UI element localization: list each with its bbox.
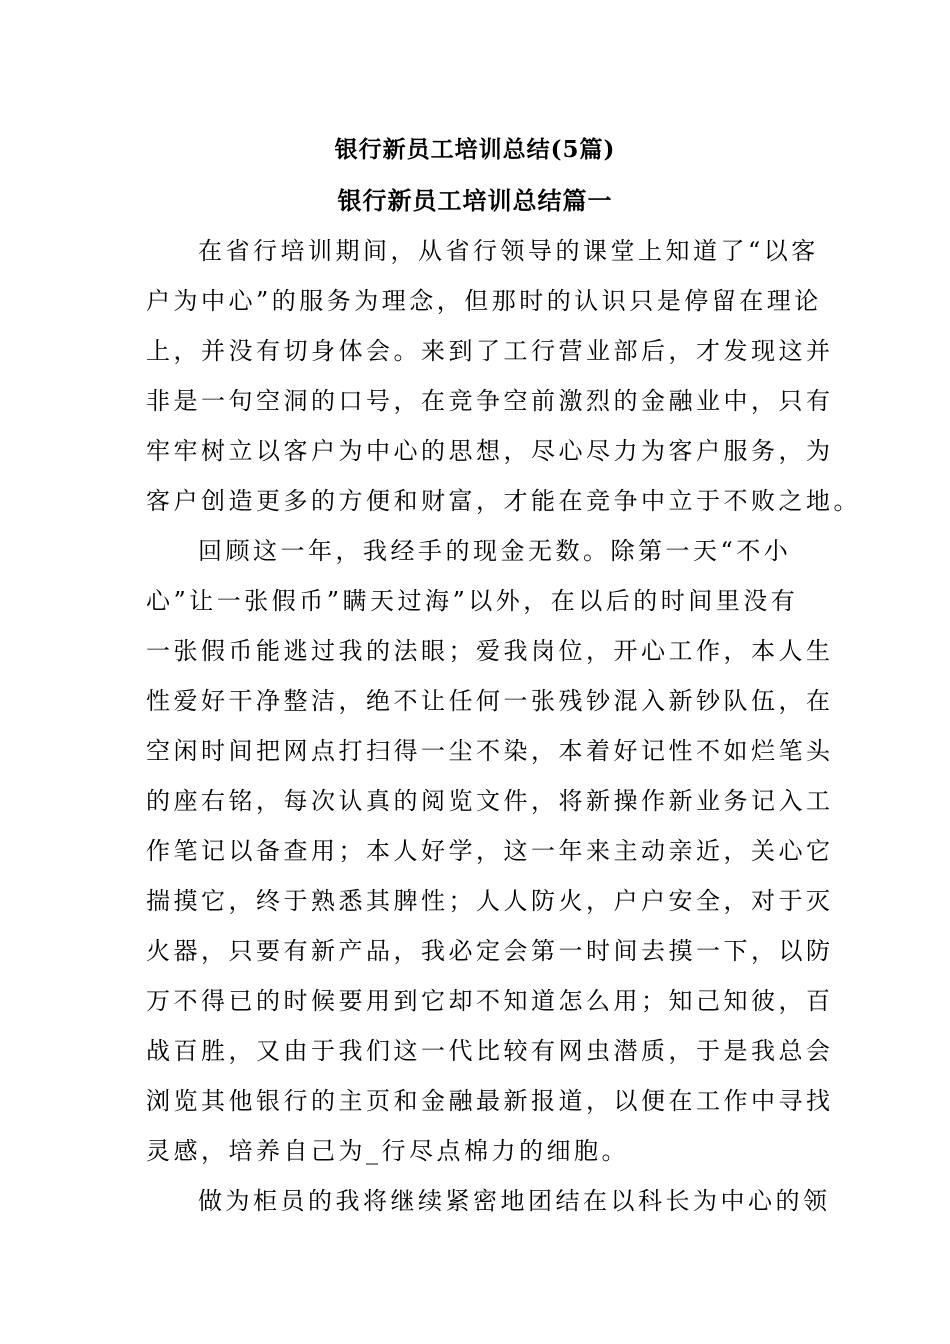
paragraph-line: 浏览其他银行的主页和金融最新报道，以便在工作中寻找 — [146, 1087, 834, 1115]
paragraph-line: 作笔记以备查用；本人好学，这一年来主动亲近，关心它 — [146, 837, 834, 865]
paragraph-2 — [146, 526, 834, 1176]
paragraph-line: 万不得已的时候要用到它却不知道怎么用；知己知彼，百 — [146, 987, 834, 1015]
paragraph-line: 战百胜，又由于我们这一代比较有网虫潜质，于是我总会 — [146, 1037, 834, 1065]
paragraph-line: 回顾这一年，我经手的现金无数。除第一天“不小 — [198, 537, 792, 565]
paragraph-line: 做为柜员的我将继续紧密地团结在以科长为中心的领 — [198, 1187, 831, 1215]
document-title: 银行新员工培训总结(5篇) — [334, 136, 616, 163]
paragraph-line: 心”让一张假币”瞒天过海”以外，在以后的时间里没有 — [146, 587, 799, 615]
paragraph-line: 火器，只要有新产品，我必定会第一时间去摸一下，以防 — [146, 937, 834, 965]
paragraph-line: 非是一句空洞的口号，在竞争空前激烈的金融业中，只有 — [146, 387, 834, 415]
paragraph-line: 客户创造更多的方便和财富，才能在竞争中立于不败之地。 — [146, 487, 861, 515]
paragraph-line: 一张假币能逃过我的法眼；爱我岗位，开心工作，本人生 — [146, 637, 834, 665]
paragraph-line: 空闲时间把网点打扫得一尘不染，本着好记性不如烂笔头 — [146, 737, 834, 765]
paragraph-line: 性爱好干净整洁，绝不让任何一张残钞混入新钞队伍，在 — [146, 687, 834, 715]
paragraph-3 — [146, 1176, 831, 1226]
section-title: 银行新员工培训总结篇一 — [337, 186, 613, 215]
paragraph-line: 上，并没有切身体会。来到了工行营业部后，才发现这并 — [146, 337, 834, 365]
paragraph-line: 的座右铭，每次认真的阅览文件，将新操作新业务记入工 — [146, 787, 834, 815]
paragraph-line: 在省行培训期间，从省行领导的课堂上知道了“以客 — [198, 237, 819, 265]
paragraph-line: 牢牢树立以客户为中心的思想，尽心尽力为客户服务，为 — [146, 437, 834, 465]
paragraph-line: 户为中心”的服务为理念，但那时的认识只是停留在理论 — [146, 287, 822, 315]
paragraph-line: 灵感，培养自己为_行尽点棉力的细胞。 — [146, 1137, 629, 1165]
paragraph-1 — [146, 226, 861, 526]
paragraph-line: 揣摸它，终于熟悉其脾性；人人防火，户户安全，对于灭 — [146, 887, 834, 915]
